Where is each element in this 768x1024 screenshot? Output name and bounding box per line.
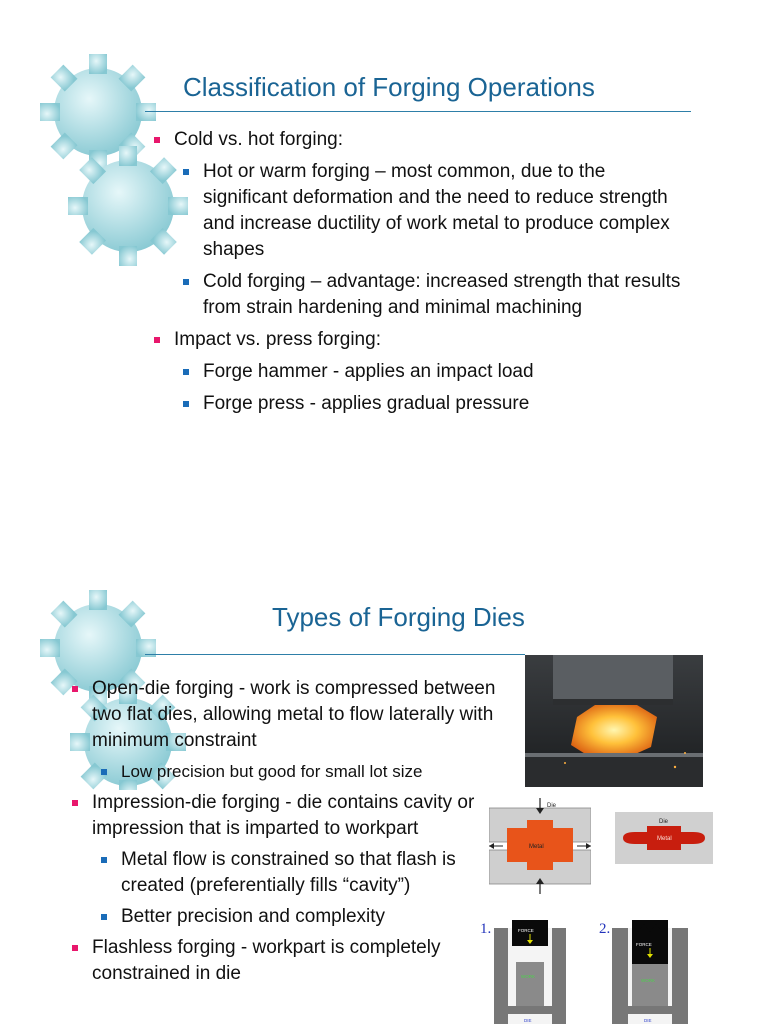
slide-forging-dies	[0, 530, 768, 1024]
bullet-flashless: Flashless forging - workpart is completely constrained in die	[68, 935, 498, 987]
slide1-bullet-list	[150, 127, 690, 417]
title-underline	[145, 654, 525, 655]
slide2-title: Types of Forging Dies	[272, 602, 525, 632]
flashless-step-1-diagram	[494, 920, 566, 1024]
sub-bullet-better-precision: Better precision and complexity	[97, 904, 498, 930]
bullet-open-die: Open-die forging - work is compressed between two flat dies, allowing metal to flow laterally with minimum constraint	[68, 676, 498, 754]
bullet-impression-die: Impression-die forging - die contains cavity or impression that is imparted to workpart	[68, 790, 498, 842]
title-underline	[145, 111, 691, 112]
metal-label: Metal	[529, 844, 544, 850]
die-bottom-label: DIE	[644, 1018, 652, 1023]
force-label: FORCE	[636, 942, 652, 947]
die-label: Die	[659, 819, 669, 825]
work-label: WORK	[521, 974, 535, 979]
flashless-step-2-diagram	[612, 920, 688, 1024]
metal-label: Metal	[657, 836, 672, 842]
sub-bullet-hot-forging: Hot or warm forging – most common, due to the significant deformation and the need to reduce strength and increase ductility of work metal to produce complex shapes	[179, 159, 690, 263]
work-label: WORK	[641, 978, 655, 983]
sub-bullet-cold-forging: Cold forging – advantage: increased strength that results from strain hardening and minimal machining	[179, 269, 690, 321]
die-label: Die	[547, 803, 557, 809]
sub-bullet-forge-press: Forge press - applies gradual pressure	[179, 391, 690, 417]
bullet-cold-vs-hot: Cold vs. hot forging:	[150, 127, 690, 153]
sub-bullet-metal-flow: Metal flow is constrained so that flash is created (preferentially fills “cavity”)	[97, 847, 498, 899]
step-1-label: 1.	[480, 921, 492, 937]
sub-bullet-forge-hammer: Forge hammer - applies an impact load	[179, 359, 690, 385]
bullet-impact-vs-press: Impact vs. press forging:	[150, 327, 690, 353]
slide2-bullet-list	[68, 676, 498, 987]
die-bottom-label: DIE	[524, 1018, 532, 1023]
hot-forging-photo	[525, 655, 703, 787]
step-2-label: 2.	[599, 921, 611, 937]
force-label: FORCE	[518, 928, 534, 933]
slide1-title: Classification of Forging Operations	[183, 72, 595, 102]
impression-die-diagram	[489, 798, 591, 894]
impression-die-closed-diagram	[615, 812, 713, 864]
sub-bullet-low-precision: Low precision but good for small lot size	[97, 759, 498, 785]
